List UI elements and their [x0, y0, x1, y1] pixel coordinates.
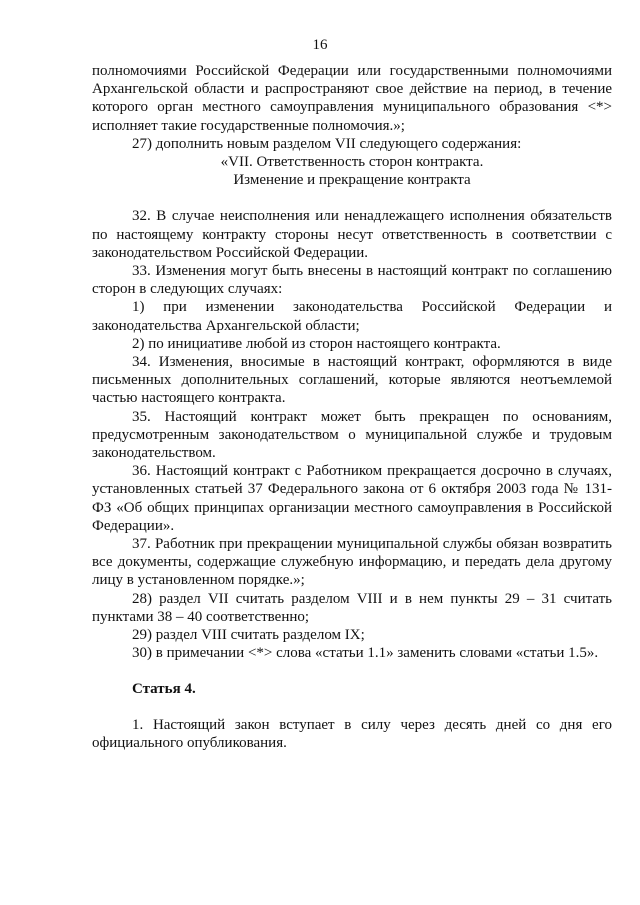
- paragraph-33-1: 1) при изменении законодательства Российской Федерации и законодательства Архангельской области;: [92, 299, 612, 334]
- paragraph-item-29: 29) раздел VIII считать разделом IX;: [132, 627, 365, 644]
- paragraph-33: 33. Изменения могут быть внесены в настоящий контракт по соглашению сторон в следующих случаях:: [92, 263, 612, 298]
- page-number: 16: [312, 37, 328, 53]
- section-heading-line-1: «VII. Ответственность сторон контракта.: [220, 154, 484, 171]
- spacer: [92, 698, 612, 716]
- paragraph-item-27: 27) дополнить новым разделом VII следующего содержания:: [132, 135, 522, 152]
- paragraph-35: 35. Настоящий контракт может быть прекращен по основаниям, предусмотренным законодательством о муниципальной службе и трудовым законодательством.: [92, 408, 612, 462]
- paragraph-article-4-1: 1. Настоящий закон вступает в силу через десять дней со дня его официального опубликования.: [92, 716, 612, 751]
- paragraph-36: 36. Настоящий контракт с Работником прекращается досрочно в случаях, установленных статьей 37 Федерального закона от 6 октября 2003 года № 131-ФЗ «Об общих принципах организации местного самоуправления в Российской Федерации».: [92, 463, 612, 534]
- paragraph-34: 34. Изменения, вносимые в настоящий контракт, оформляются в виде письменных дополнительных соглашений, которые являются неотъемлемой частью настоящего контракта.: [92, 354, 612, 407]
- paragraph-37: 37. Работник при прекращении муниципальной службы обязан возвратить все документы, содержащие служебную информацию, и передать дела другому лицу в установленном порядке.»;: [92, 536, 612, 589]
- paragraph-item-30: 30) в примечании <*> слова «статьи 1.1» заменить словами «статьи 1.5».: [132, 645, 599, 662]
- spacer: [92, 663, 612, 680]
- paragraph-32: 32. В случае неисполнения или ненадлежащего исполнения обязательств по настоящему контракту стороны несут ответственность в соответствии с законодательством Российской Федерации.: [92, 208, 612, 261]
- section-heading-line-2: Изменение и прекращение контракта: [233, 172, 471, 189]
- paragraph-33-2: 2) по инициативе любой из сторон настоящего контракта.: [132, 335, 501, 352]
- paragraph-continuation: полномочиями Российской Федерации или государственными полномочиями Архангельской области и распространяют свое действие на период, в течение которого орган местного самоуправления муниципального образования <*> исполняет такие государственные полномочия.»;: [92, 63, 612, 134]
- document-body: [92, 62, 612, 752]
- spacer: [92, 189, 612, 207]
- paragraph-item-28: 28) раздел VII считать разделом VIII и в нем пункты 29 – 31 считать пунктами 38 – 40 соответственно;: [92, 590, 612, 625]
- article-heading: Статья 4.: [132, 680, 196, 697]
